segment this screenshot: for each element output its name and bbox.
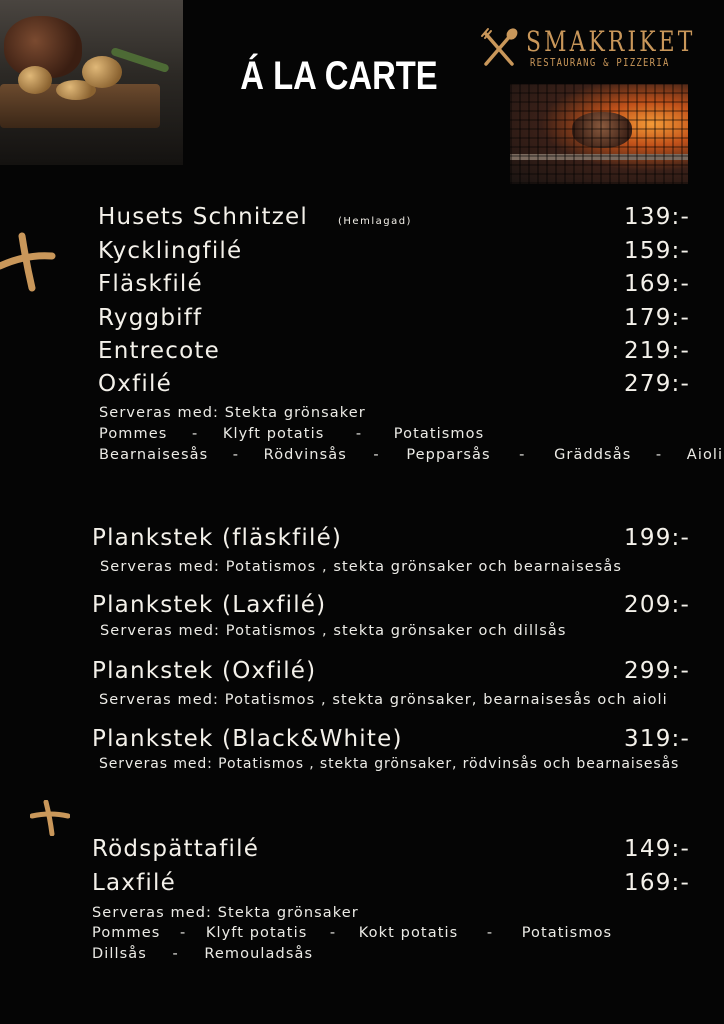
sides-list: Pommes - Klyft potatis - Kokt potatis - Potatismos	[92, 925, 613, 941]
served-with-text: Serveras med: Stekta grönsaker	[99, 405, 366, 421]
menu-item-price: 159:-	[624, 238, 690, 264]
menu-item-price: 149:-	[624, 836, 690, 862]
menu-item-price: 299:-	[624, 658, 690, 684]
menu-item-name: Husets Schnitzel	[98, 204, 308, 230]
page-title: Á LA CARTE	[240, 54, 438, 98]
menu-item-price: 169:-	[624, 271, 690, 297]
menu-item-desc: Serveras med: Potatismos , stekta grönsaker och dillsås	[100, 623, 567, 639]
menu-item-name: Laxfilé	[92, 870, 176, 896]
menu-item-price: 139:-	[624, 204, 690, 230]
fork-spoon-logo-icon	[480, 26, 520, 70]
menu-item-note: (Hemlagad)	[338, 216, 412, 227]
menu-item-name: Fläskfilé	[98, 271, 203, 297]
menu-item-price: 199:-	[624, 525, 690, 551]
menu-item-name: Rödspättafilé	[92, 836, 260, 862]
menu-item-name: Oxfilé	[98, 371, 172, 397]
logo-name: SMAKRIKET	[526, 25, 696, 58]
menu-item-name: Plankstek (Black&White)	[92, 726, 403, 752]
sides-list: Pommes - Klyft potatis - Potatismos	[99, 426, 485, 442]
menu-item-name: Kycklingfilé	[98, 238, 243, 264]
menu-item-desc: Serveras med: Potatismos , stekta grönsaker och bearnaisesås	[100, 559, 623, 575]
sauces-list: Dillsås - Remouladsås	[92, 946, 314, 962]
logo-subtitle: RESTAURANG & PIZZERIA	[530, 57, 670, 69]
menu-item-price: 169:-	[624, 870, 690, 896]
grill-photo-right	[510, 84, 688, 184]
menu-item-price: 209:-	[624, 592, 690, 618]
cross-decoration-icon	[30, 800, 70, 836]
food-photo-left	[0, 0, 183, 165]
served-with-text: Serveras med: Stekta grönsaker	[92, 905, 359, 921]
cross-decoration-icon	[0, 232, 56, 292]
menu-item-desc: Serveras med: Potatismos , stekta grönsaker, rödvinsås och bearnaisesås	[99, 756, 680, 772]
menu-item-name: Plankstek (fläskfilé)	[92, 525, 343, 551]
menu-item-price: 319:-	[624, 726, 690, 752]
sauces-list: Bearnaisesås - Rödvinsås - Pepparsås - Gräddsås - Aioli	[99, 447, 724, 463]
menu-item-price: 279:-	[624, 371, 690, 397]
menu-item-name: Entrecote	[98, 338, 220, 364]
menu-item-price: 219:-	[624, 338, 690, 364]
menu-item-name: Plankstek (Oxfilé)	[92, 658, 317, 684]
menu-item-desc: Serveras med: Potatismos , stekta grönsaker, bearnaisesås och aioli	[99, 692, 668, 708]
menu-item-name: Plankstek (Laxfilé)	[92, 592, 327, 618]
menu-item-name: Ryggbiff	[98, 305, 203, 331]
menu-item-price: 179:-	[624, 305, 690, 331]
